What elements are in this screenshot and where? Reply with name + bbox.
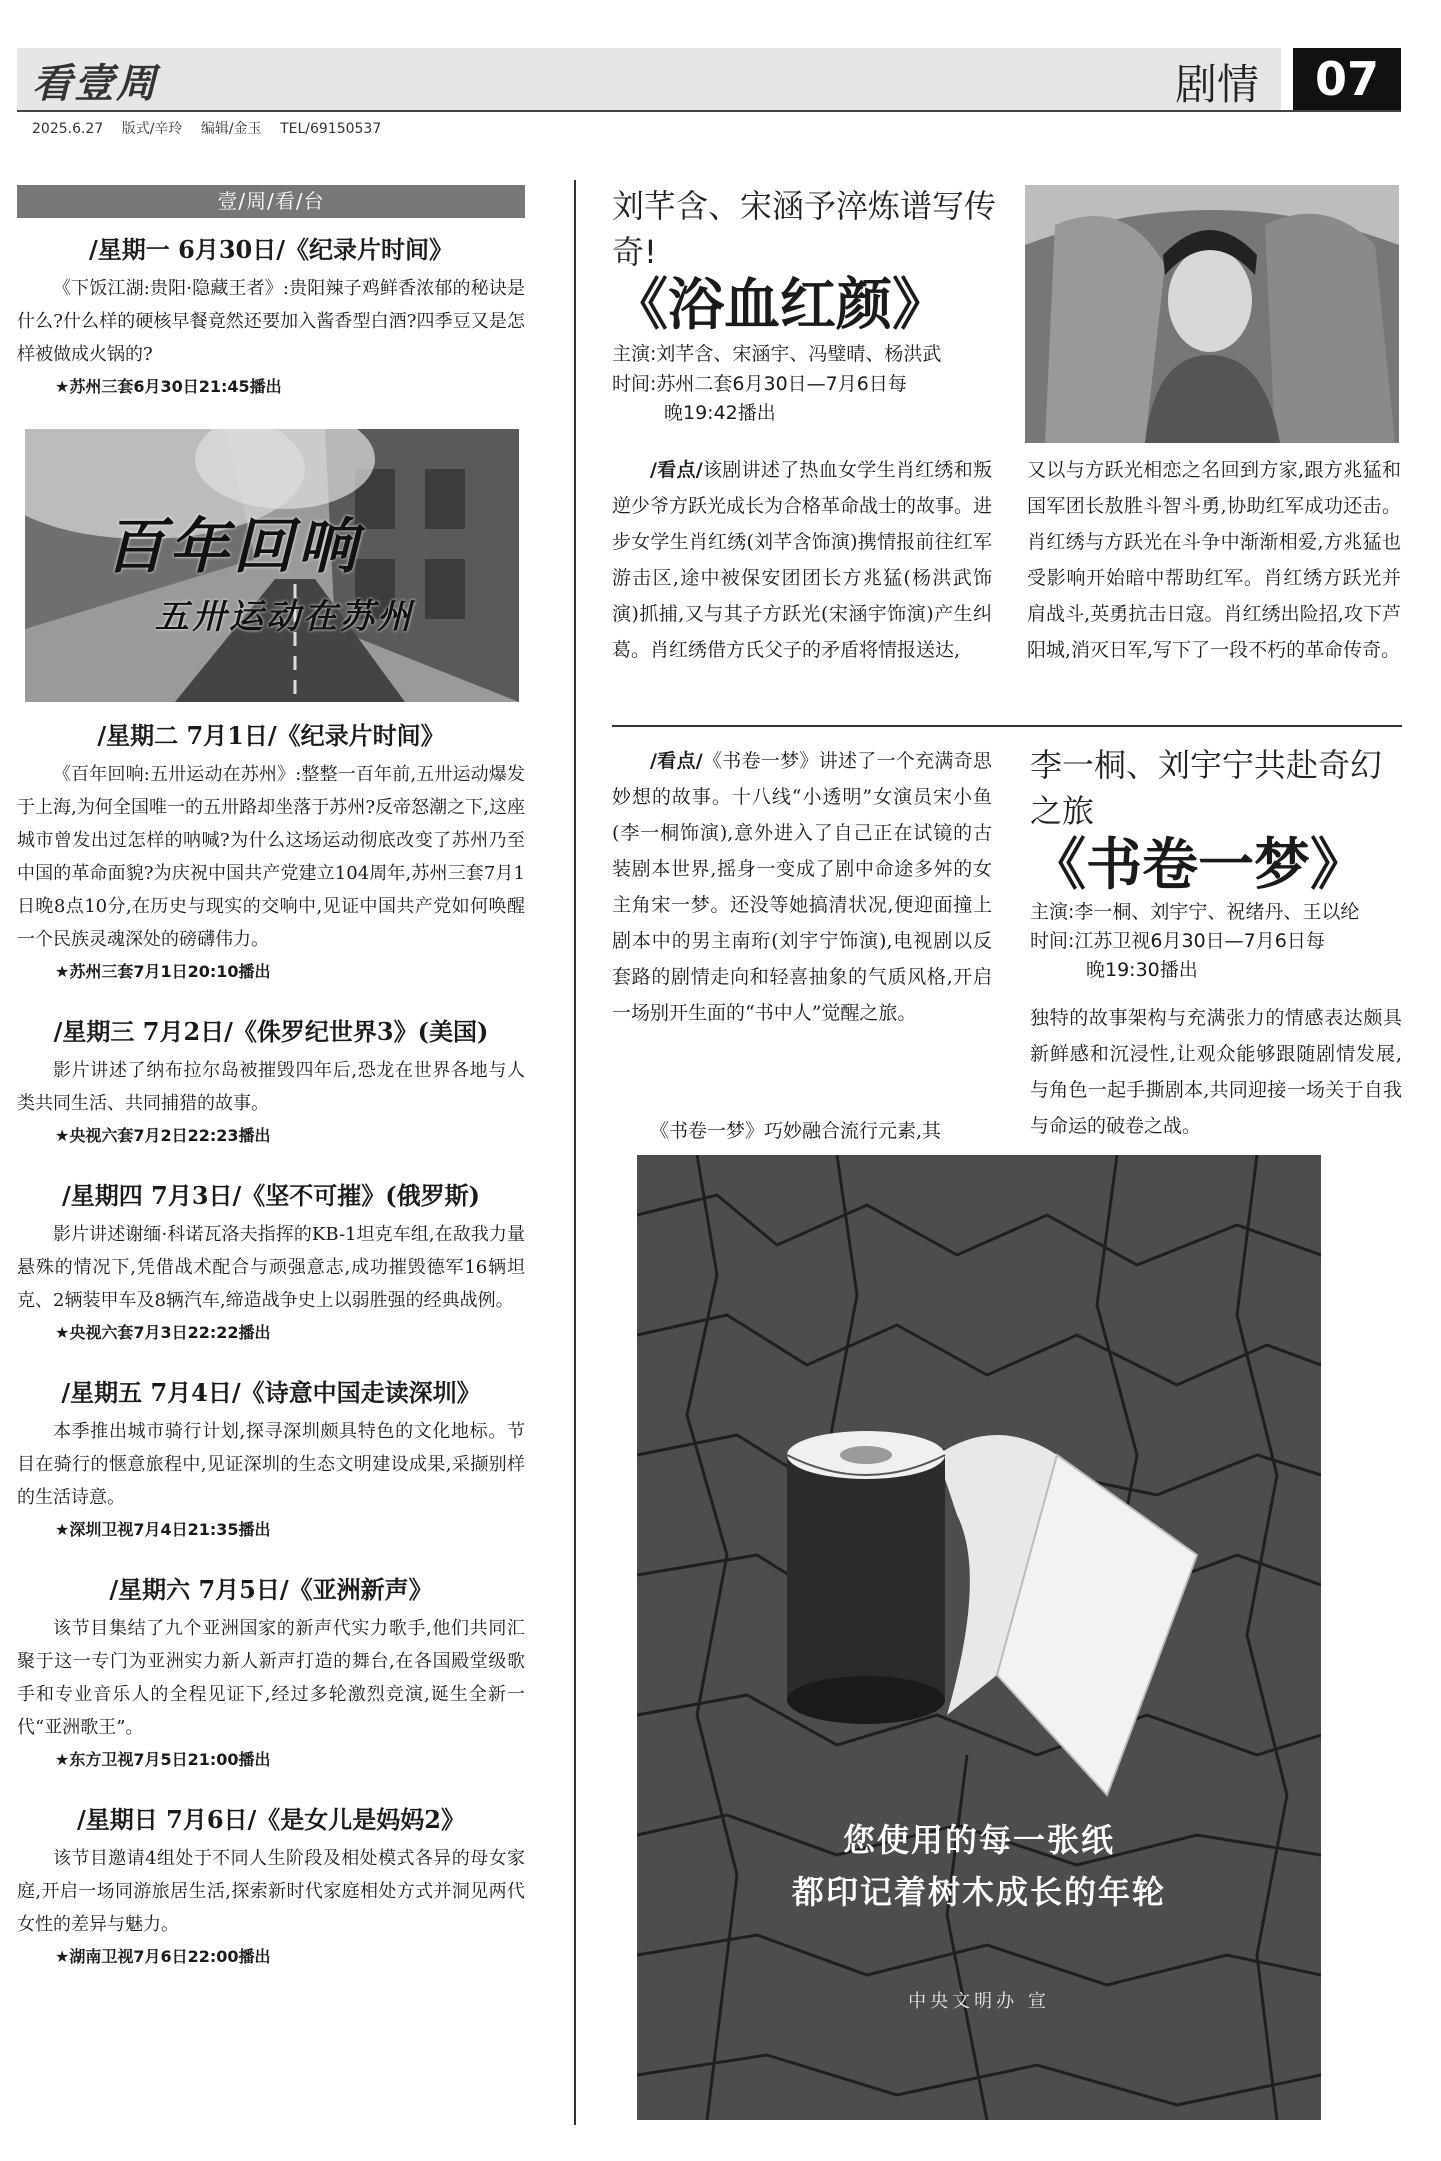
show2-body-text: 《书卷一梦》讲述了一个充满奇思妙想的故事。十八线“小透明”女演员宋小鱼(李一桐饰演),意外进入了自己正在试镜的古装剧本世界,摇身一变成了剧中命途多舛的女主角宋一梦。还没等她搞清状况,便迎面撞上剧本中的男主南珩(刘宇宁饰演),电视剧以反套路的剧情走向和轻喜抽象的气质风格,开启一场别开生面的“书中人”觉醒之旅。 xyxy=(612,750,992,1024)
program-airtime: ★东方卫视7月5日21:00播出 xyxy=(55,1750,271,1769)
program-desc: 《下饭江湖:贵阳·隐藏王者》:贵阳辣子鸡鲜香浓郁的秘诀是什么?什么样的硬核早餐竟然还要加入酱香型白酒?四季豆又是怎样被做成火锅的? xyxy=(17,278,525,365)
show1-title: 《浴血红颜》 xyxy=(612,272,948,338)
program-airtime: ★苏州三套6月30日21:45播出 xyxy=(55,377,282,396)
program-desc: 本季推出城市骑行计划,探寻深圳颇具特色的文化地标。节目在骑行的惬意旅程中,见证深圳的生态文明建设成果,采撷别样的生活诗意。 xyxy=(17,1421,525,1508)
column-divider xyxy=(574,180,576,2125)
show2-cast: 主演:李一桐、刘宇宁、祝绪丹、王以纶 xyxy=(1030,901,1360,923)
editor-credit: 编辑/金玉 xyxy=(200,121,262,137)
program-airtime: ★苏州三套7月1日20:10播出 xyxy=(55,962,271,981)
header-meta xyxy=(32,118,395,138)
program-desc: 《百年回响:五卅运动在苏州》:整整一百年前,五卅运动爆发于上海,为何全国唯一的五卅路却坐落于苏州?反帝怒潮之下,这座城市曾发出过怎样的呐喊?为什么这场运动彻底改变了苏州乃至中国的革命面貌?为庆祝中国共产党建立104周年,苏州三套7月1日晚8点10分,在历史与现实的交响中,见证中国共产党如何唤醒一个民族灵魂深处的磅礴伟力。 xyxy=(17,764,525,950)
program-title: /星期日 7月6日/《是女儿是妈妈2》 xyxy=(77,1805,465,1834)
program-item xyxy=(17,1014,525,1150)
show1-label: /看点/ xyxy=(650,459,703,481)
telephone: TEL/69150537 xyxy=(280,121,382,137)
program-title: /星期六 7月5日/《亚洲新声》 xyxy=(109,1575,433,1604)
program-airtime: ★央视六套7月2日22:23播出 xyxy=(55,1126,271,1145)
page-number: 07 xyxy=(1293,48,1401,110)
section-name: 剧情 xyxy=(1175,60,1260,109)
show1-still-photo xyxy=(1025,185,1399,443)
show1-body-cont: 又以与方跃光相恋之名回到方家,跟方兆猛和国军团长敖胜斗智斗勇,协助红军成功还击。肖红绣与方跃光在斗争中渐渐相爱,方兆猛也受影响开始暗中帮助红军。肖红绣方跃光并肩战斗,英勇抗击日寇。肖红绣出险招,攻下芦阳城,消灭日军,写下了一段不朽的革命传奇。 xyxy=(1027,459,1401,661)
program-title: /星期二 7月1日/《纪录片时间》 xyxy=(97,721,445,750)
photo-caption-small: 五卅运动在苏州 xyxy=(155,597,414,637)
program-item xyxy=(17,718,525,986)
program-airtime: ★深圳卫视7月4日21:35播出 xyxy=(55,1520,271,1539)
photo-caption-big: 百年回响 xyxy=(105,512,361,582)
header-bar xyxy=(17,48,1281,110)
weekly-listing xyxy=(17,185,525,1971)
ad-slogan-line2: 都印记着树木成长的年轮 xyxy=(791,1873,1166,1911)
layout-credit: 版式/辛玲 xyxy=(121,121,183,137)
suzhou-street-photo xyxy=(25,429,519,702)
masthead: 看壹周 xyxy=(32,61,158,107)
program-title: /星期五 7月4日/《诗意中国走读深圳》 xyxy=(61,1378,481,1407)
show1-time: 时间:苏州二套6月30日—7月6日每 xyxy=(612,373,907,395)
show1-body xyxy=(612,452,992,668)
show2-body-cont: 《书卷一梦》巧妙融合流行元素,其 xyxy=(650,1120,942,1142)
program-desc: 该节目邀请4组处于不同人生阶段及相处模式各异的母女家庭,开启一场同游旅居生活,探索新时代家庭相处方式并洞见两代女性的差异与魅力。 xyxy=(17,1848,525,1935)
program-desc: 影片讲述谢缅·科诺瓦洛夫指挥的KB-1坦克车组,在敌我力量悬殊的情况下,凭借战术配合与顽强意志,成功摧毁德军16辆坦克、2辆装甲车及8辆汽车,缔造战争史上以弱胜强的经典战例。 xyxy=(17,1224,525,1311)
section-divider xyxy=(612,725,1402,727)
public-service-ad xyxy=(637,1155,1321,2120)
program-title: /星期四 7月3日/《坚不可摧》(俄罗斯) xyxy=(62,1181,480,1210)
ad-credit: 中央文明办 宣 xyxy=(908,1991,1050,2012)
show2-body xyxy=(612,743,992,1031)
program-item xyxy=(17,1375,525,1544)
ad-slogan-line1: 您使用的每一张纸 xyxy=(842,1821,1115,1859)
cracked-earth-scene xyxy=(637,1155,1321,2120)
show1-body-text: 该剧讲述了热血女学生肖红绣和叛逆少爷方跃光成长为合格革命战士的故事。进步女学生肖红绣(刘芊含饰演)携情报前往红军游击区,途中被保安团团长方兆猛(杨洪武饰演)抓捕,又与其子方跃光(宋涵宇饰演)产生纠葛。肖红绣借方氏父子的矛盾将情报送达, xyxy=(612,459,993,661)
header-divider xyxy=(17,110,1401,112)
program-airtime: ★央视六套7月3日22:22播出 xyxy=(55,1323,271,1342)
actress-portrait xyxy=(1025,185,1399,443)
show2-title: 《书卷一梦》 xyxy=(1030,832,1366,898)
show2-time-cont: 晚19:30播出 xyxy=(1086,959,1198,981)
show1-subtitle: 刘芊含、宋涵予淬炼谱写传奇! xyxy=(612,187,997,271)
program-title: /星期三 7月2日/《侏罗纪世界3》(美国) xyxy=(53,1017,489,1046)
show2-time: 时间:江苏卫视6月30日—7月6日每 xyxy=(1030,930,1325,952)
show1-cast: 主演:刘芊含、宋涵宇、冯璧晴、杨洪武 xyxy=(612,343,942,365)
show2-subtitle: 李一桐、刘宇宁共赴奇幻之旅 xyxy=(1030,746,1383,830)
show2-label: /看点/ xyxy=(650,750,703,772)
program-item xyxy=(17,232,525,401)
program-desc: 该节目集结了九个亚洲国家的新声代实力歌手,他们共同汇聚于这一专门为亚洲实力新人新声打造的舞台,在各国殿堂级歌手和专业音乐人的全程见证下,经过多轮激烈竞演,诞生全新一代“亚洲歌王”。 xyxy=(17,1618,525,1738)
listing-title: 壹/周/看/台 xyxy=(17,185,525,218)
program-item xyxy=(17,1178,525,1347)
program-item xyxy=(17,1802,525,1971)
show1-time-cont: 晚19:42播出 xyxy=(664,402,776,424)
program-desc: 影片讲述了纳布拉尔岛被摧毁四年后,恐龙在世界各地与人类共同生活、共同捕猎的故事。 xyxy=(17,1060,525,1114)
issue-date: 2025.6.27 xyxy=(32,121,104,137)
show2-body-right: 独特的故事架构与充满张力的情感表达颇具新鲜感和沉浸性,让观众能够跟随剧情发展,与角色一起手撕剧本,共同迎接一场关于自我与命运的破卷之战。 xyxy=(1030,1007,1402,1137)
program-airtime: ★湖南卫视7月6日22:00播出 xyxy=(55,1947,271,1966)
program-title: /星期一 6月30日/《纪录片时间》 xyxy=(89,235,453,264)
program-item xyxy=(17,1572,525,1774)
